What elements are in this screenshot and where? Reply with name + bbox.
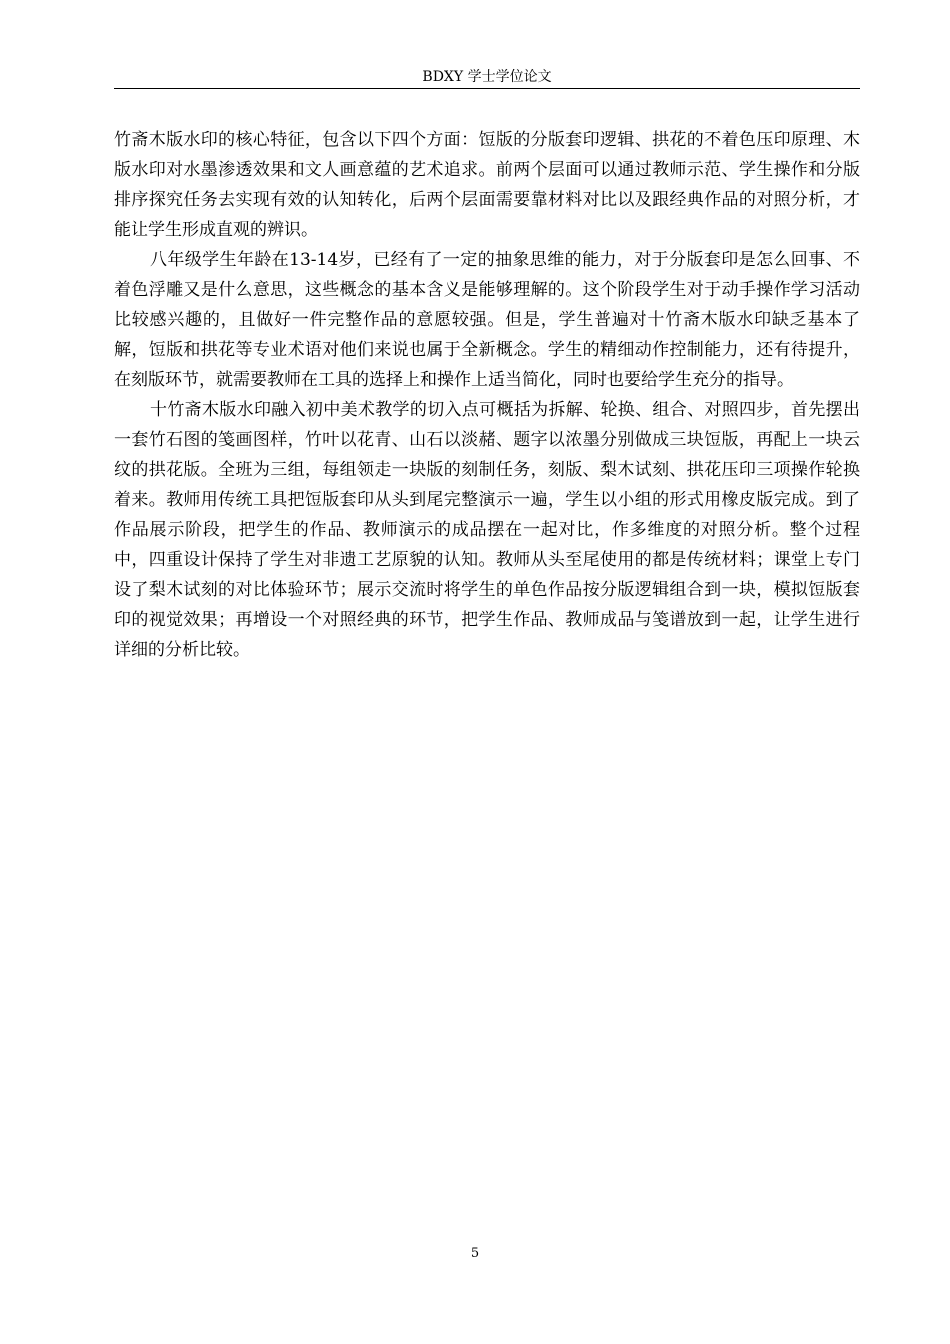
running-title: BDXY 学士学位论文 — [422, 69, 552, 85]
paragraph-2: 八年级学生年龄在13-14岁，已经有了一定的抽象思维的能力，对于分版套印是怎么回事、不着色浮雕又是什么意思，这些概念的基本含义是能够理解的。这个阶段学生对于动手操作学习活动比较感兴趣的，且做好一件完整作品的意愿较强。但是，学生普遍对十竹斋木版水印缺乏基本了解，饾版和拱花等专业术语对他们来说也属于全新概念。学生的精细动作控制能力，还有待提升，在刻版环节，就需要教师在工具的选择上和操作上适当简化，同时也要给学生充分的指导。 — [114, 250, 860, 390]
paragraph-1: 竹斋木版水印的核心特征，包含以下四个方面：饾版的分版套印逻辑、拱花的不着色压印原理、木版水印对水墨渗透效果和文人画意蕴的艺术追求。前两个层面可以通过教师示范、学生操作和分版排序探究任务去实现有效的认知转化，后两个层面需要靠材料对比以及跟经典作品的对照分析，才能让学生形成直观的辨识。 — [114, 130, 860, 240]
paragraph-3: 十竹斋木版水印融入初中美术教学的切入点可概括为拆解、轮换、组合、对照四步，首先摆出一套竹石图的笺画图样，竹叶以花青、山石以淡赭、题字以浓墨分别做成三块饾版，再配上一块云纹的拱花版。全班为三组，每组领走一块版的刻制任务，刻版、梨木试刻、拱花压印三项操作轮换着来。教师用传统工具把饾版套印从头到尾完整演示一遍，学生以小组的形式用橡皮版完成。到了作品展示阶段，把学生的作品、教师演示的成品摆在一起对比，作多维度的对照分析。整个过程中，四重设计保持了学生对非遗工艺原貌的认知。教师从头至尾使用的都是传统材料；课堂上专门设了梨木试刻的对比体验环节；展示交流时将学生的单色作品按分版逻辑组合到一块，模拟饾版套印的视觉效果；再增设一个对照经典的环节，把学生作品、教师成品与笺谱放到一起，让学生进行详细的分析比较。 — [114, 400, 860, 660]
page-number: 5 — [470, 1246, 480, 1261]
body-text — [114, 125, 860, 665]
running-header — [114, 70, 860, 89]
